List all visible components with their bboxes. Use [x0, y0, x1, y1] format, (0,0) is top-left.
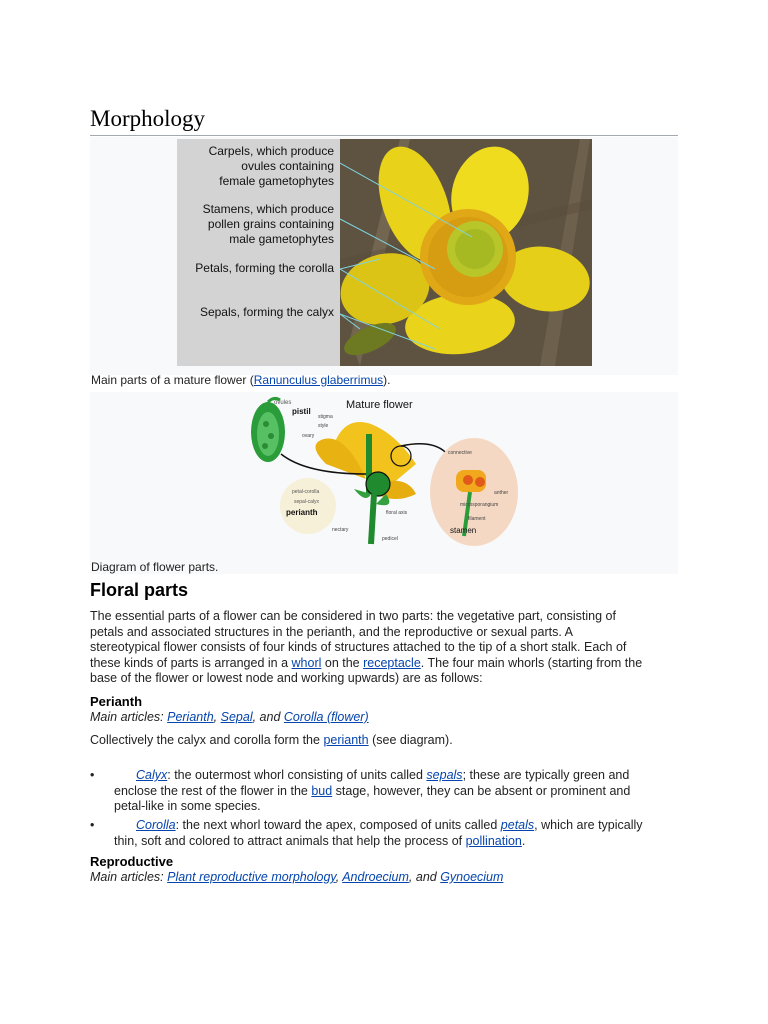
list-line	[114, 818, 694, 834]
diagram-label-sepal: sepal-calyx	[294, 499, 320, 505]
diagram-label-petal: petal-corolla	[292, 489, 320, 495]
label-carpels: Carpels, which produce ovules containing female gametophytes	[208, 144, 334, 188]
list-item-corolla	[114, 818, 694, 849]
caption-text-end: ).	[383, 373, 391, 387]
diagram-label-ovary: ovary	[302, 433, 315, 439]
caption-text: Main parts of a mature flower (	[91, 373, 254, 387]
diagram-label-perianth: perianth	[286, 508, 318, 517]
list-text: enclose the rest of the flower in the	[114, 783, 312, 798]
main-articles-perianth	[90, 710, 369, 724]
diagram-title: Mature flower	[346, 399, 413, 411]
list-text: thin, soft and colored to attract animals that help the process of	[114, 833, 466, 848]
link-petals[interactable]: petals	[500, 818, 535, 832]
bullet-marker: •	[90, 768, 95, 782]
separator: , and	[252, 710, 284, 724]
diagram-label-anther: anther	[494, 490, 509, 496]
link-plant-reproductive-morphology[interactable]: Plant reproductive morphology	[167, 870, 336, 884]
floral-parts-paragraph	[90, 609, 690, 687]
list-text: , which are typically	[534, 818, 643, 832]
list-item-calyx	[114, 768, 694, 815]
subheading-perianth: Perianth	[90, 694, 143, 709]
section-heading-morphology: Morphology	[90, 106, 205, 131]
list-text: : the outermost whorl consisting of units called	[167, 768, 427, 782]
link-corolla[interactable]: Corolla	[136, 818, 176, 832]
figure-label-panel	[177, 139, 340, 366]
list-text: : the next whorl toward the apex, composed of units called	[175, 818, 501, 832]
diagram-label-pistil: pistil	[292, 407, 311, 416]
diagram-label-stigma: stigma	[318, 414, 333, 420]
link-sepal[interactable]: Sepal	[220, 710, 253, 724]
paragraph-text: (see diagram).	[368, 733, 453, 747]
figure2-caption: Diagram of flower parts.	[91, 560, 219, 574]
link-receptacle[interactable]: receptacle	[363, 655, 421, 670]
list-line	[114, 784, 694, 800]
link-perianth[interactable]: Perianth	[167, 710, 214, 724]
separator: , and	[408, 870, 441, 884]
label-sepals: Sepals, forming the calyx	[199, 305, 334, 319]
diagram-label-floral-axis: floral axis	[386, 510, 408, 516]
bullet-marker: •	[90, 818, 95, 832]
label-petals: Petals, forming the corolla	[195, 261, 334, 275]
list-line: petal-like in some species.	[114, 799, 261, 813]
section-heading-floral-parts: Floral parts	[90, 580, 189, 600]
list-text: .	[521, 833, 526, 848]
paragraph-text: these kinds of parts is arranged in a	[90, 655, 292, 670]
diagram-label-connective: connective	[448, 450, 472, 456]
main-articles-label: Main articles:	[90, 870, 168, 884]
paragraph-text: Collectively the calyx and corolla form the	[90, 733, 324, 747]
diagram-label-nectary: nectary	[332, 527, 349, 533]
flower-photo-image[interactable]	[340, 139, 592, 366]
paragraph-line: The essential parts of a flower can be considered in two parts: the vegetative part, consisting of	[90, 609, 616, 623]
main-articles-reproductive	[90, 870, 503, 884]
link-whorl[interactable]: whorl	[291, 655, 322, 670]
link-androecium[interactable]: Androecium	[342, 870, 409, 884]
list-line	[114, 768, 694, 784]
paragraph-line: base of the flower or lowest node and working upwards) are as follows:	[90, 671, 483, 685]
separator: ,	[335, 870, 343, 884]
main-articles-label: Main articles:	[90, 710, 168, 724]
link-pollination[interactable]: pollination	[465, 833, 522, 848]
perianth-paragraph	[90, 733, 453, 749]
list-text: ; these are typically green and	[462, 768, 630, 782]
diagram-label-stamen: stamen	[450, 526, 477, 535]
link-gynoecium[interactable]: Gynoecium	[440, 870, 504, 884]
paragraph-line: petals and associated structures in the perianth, and the reproductive or sexual parts. A	[90, 624, 573, 639]
list-text: stage, however, they can be absent or prominent and	[332, 783, 631, 798]
link-corolla-flower[interactable]: Corolla (flower)	[283, 710, 369, 724]
subheading-reproductive: Reproductive	[90, 854, 174, 869]
link-perianth-inline[interactable]: perianth	[323, 733, 369, 747]
figure1-caption	[91, 373, 390, 387]
paragraph-text: on the	[321, 655, 364, 670]
diagram-label-style: style	[318, 423, 329, 429]
paragraph-text: . The four main whorls (starting from the	[420, 655, 643, 670]
link-sepals[interactable]: sepals	[426, 768, 463, 782]
label-stamens: Stamens, which produce pollen grains containing male gametophytes	[202, 202, 334, 246]
link-ranunculus[interactable]: Ranunculus glaberrimus	[253, 373, 384, 387]
diagram-label-ovules: ovules	[274, 400, 292, 406]
diagram-label-microsporangium: microsporangium	[460, 502, 499, 508]
separator: ,	[213, 710, 221, 724]
link-calyx[interactable]: Calyx	[136, 768, 168, 782]
paragraph-line	[90, 656, 690, 672]
paragraph-line: stereotypical flower consists of four kinds of structures attached to the tip of a short stalk. Each of	[90, 640, 627, 654]
link-bud[interactable]: bud	[311, 783, 333, 798]
heading-divider	[90, 135, 678, 136]
diagram-label-pedicel: pedicel	[382, 536, 398, 542]
flower-parts-diagram[interactable]	[246, 394, 522, 546]
diagram-label-filament: filament	[468, 516, 486, 522]
list-line	[114, 834, 694, 850]
